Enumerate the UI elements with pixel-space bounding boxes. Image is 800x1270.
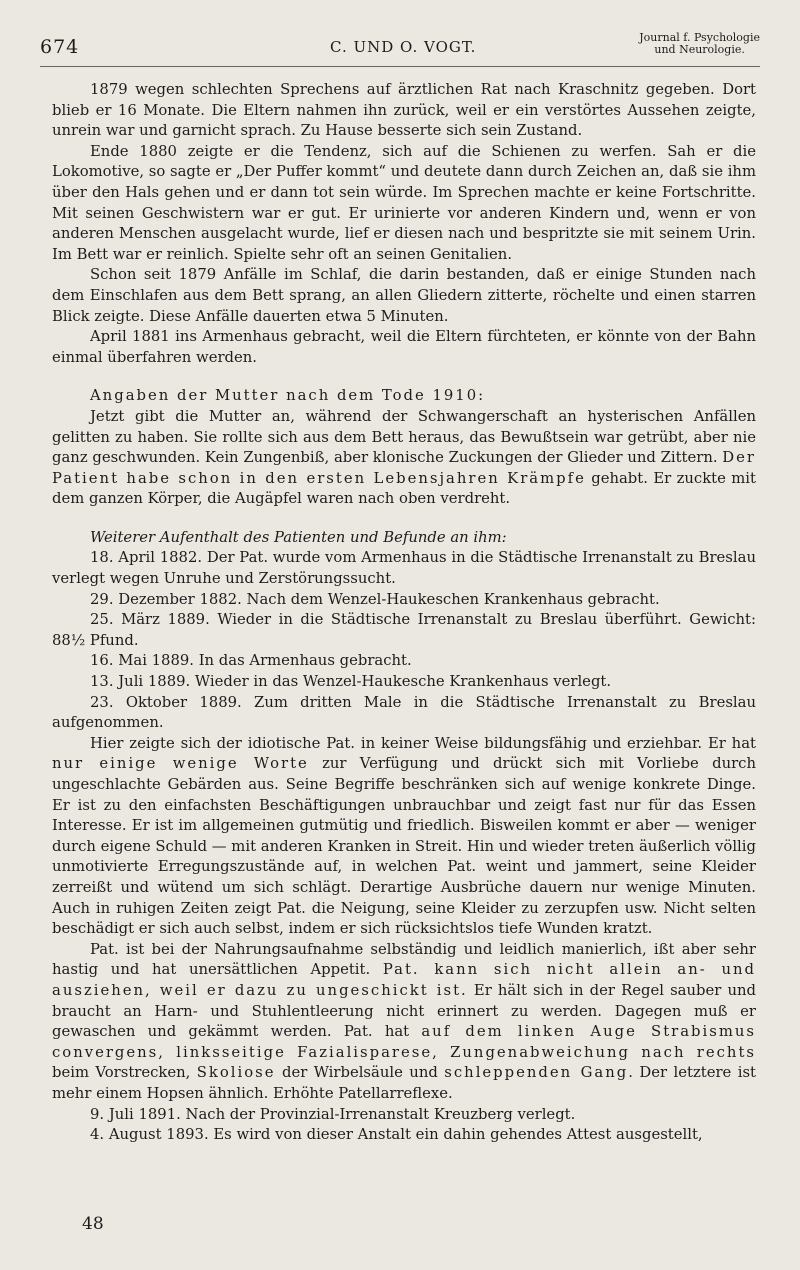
spaced-emphasis: Skoliose [196,1064,276,1082]
text-run: Pat. ist bei der Nahrungsaufnahme selbständig und leidlich manierlich, ißt aber sehr hastig und hat unersättlichen Appetit. [52,940,756,979]
spaced-emphasis: Pat. kann sich nicht allein an- und ausziehen, weil er dazu zu ungeschickt ist. [52,961,756,999]
section-heading-mother: Angaben der Mutter nach dem Tode 1910: [90,387,486,405]
final-entry: 9. Juli 1891. Nach der Provinzial-Irrenanstalt Kreuzberg verlegt. [90,1105,576,1123]
text-run: Jetzt gibt die Mutter an, während der Schwangerschaft an hysterischen Anfällen gelitten zu haben. Sie rollte sich aus dem Bett heraus, das Bewußtsein war getrübt, aber nie ganz geschwunden. Kein Zungenbiß, aber klonische Zuckungen der Glieder und Zittern. [52,407,756,467]
spaced-emphasis: nur einige wenige Worte [52,755,309,773]
paragraph: Ende 1880 zeigte er die Tendenz, sich auf die Schienen zu werfen. Sah er die Lokomotive, so sagte er „Der Puffer kommt“ und deutete dann durch Zeichen an, daß sie ihm über den Hals gehen und er dann tot sein würde. Im Sprechen machte er keine Fortschritte. Mit seinen Geschwistern war er gut. Er urinierte vor anderen Kindern und, wenn er von anderen Menschen ausgelacht wurde, lief er diesen nach und bespritzte sie mit seinem Urin. Im Bett war er reinlich. Spielte sehr oft an seinen Genitalien. [52,142,756,263]
text-run: beim Vorstrecken, [52,1064,197,1082]
journal-name [639,32,760,56]
paragraph: April 1881 ins Armenhaus gebracht, weil die Eltern fürchteten, er könnte von der Bahn einmal überfahren werden. [52,328,756,366]
stay-entry: 16. Mai 1889. In das Armenhaus gebracht. [90,652,412,670]
stay-entry: 23. Oktober 1889. Zum dritten Male in die Städtische Irrenanstalt zu Breslau aufgenommen. [52,693,756,732]
spacer [52,510,756,528]
signature-mark: 48 [82,1214,104,1234]
spaced-emphasis: auf dem linken Auge Strabismus convergens, linksseitige Fazialisparese, Zungenabweichung nach rechts [52,1023,756,1061]
stay-entry: 18. April 1882. Der Pat. wurde vom Armenhaus in die Städtische Irrenanstalt zu Breslau verlegt wegen Unruhe und Zerstörungssucht. [52,549,756,588]
text-run: Er hält sich in der Regel sauber und braucht an Harn- und Stuhlentleerung nicht erinnert zu werden. Dagegen muß er gewaschen und gekämmt werden. Pat. hat [52,981,756,1041]
spaced-emphasis: schleppenden Gang [444,1064,629,1082]
stay-entry: 29. Dezember 1882. Nach dem Wenzel-Haukeschen Krankenhaus gebracht. [90,590,660,608]
paragraph: 1879 wegen schlechten Sprechens auf ärztlichen Rat nach Kraschnitz gegeben. Dort blieb er 16 Monate. Die Eltern nahmen ihn zurück, weil er ein verstörtes Aussehen zeigte, unrein war und garnicht sprach. Zu Hause besserte sich sein Zustand. [52,81,756,140]
text-run: der Wirbelsäule und [275,1064,445,1082]
running-title: C. UND O. VOGT. [330,38,477,56]
text-run: gehabt. Er zuckte mit dem ganzen Körper, die Augäpfel waren nach oben verdreht. [52,469,756,508]
journal-line-1: Journal f. Psychologie [639,31,760,44]
paragraph-mother [52,407,756,510]
page-number: 674 [40,36,80,58]
stay-entry: 13. Juli 1889. Wieder in das Wenzel-Haukesche Krankenhaus verlegt. [90,673,612,691]
body-text [52,80,756,1146]
paragraph: Schon seit 1879 Anfälle im Schlaf, die darin bestanden, daß er einige Stunden nach dem Einschlafen aus dem Bett sprang, an allen Gliedern zitterte, röchelte und einen starren Blick zeigte. Diese Anfälle dauerten etwa 5 Minuten. [52,266,756,325]
paragraph-idiot [52,734,756,940]
final-entry: 4. August 1893. Es wird von dieser Anstalt ein dahin gehendes Attest ausgestellt, [90,1126,703,1144]
text-run: zur Verfügung und drückt sich mit Vorliebe durch ungeschlachte Gebärden aus. Seine Begriffe beschränken sich auf wenige konkrete Dinge. Er ist zu den einfachsten Beschäftigungen unbrauchbar und zeigt fast nur für das Essen Interesse. Er ist im allgemeinen gutmütig und friedlich. Bisweilen kommt er aber — weniger durch eigene Schuld — mit anderen Kranken in Streit. Hin und wieder treten äußerlich völlig unmotivierte Erregungszustände auf, in welchen Pat. weint und jammert, seine Kleider zerreißt und wütend um sich schlägt. Derartige Ausbrüche dauern nur wenige Minuten. Auch in ruhigen Zeiten zeigt Pat. die Neigung, seine Kleider zu zerzupfen usw. Nicht selten beschädigt er sich auch selbst, indem er sich rücksichtslos tiefe Wunden kratzt. [52,755,756,938]
text-run: Hier zeigte sich der idiotische Pat. in keiner Weise bildungsfähig und erziehbar. Er hat [90,734,756,752]
spacer [52,368,756,386]
section-heading-stay: Weiterer Aufenthalt des Patienten und Befunde an ihm: [90,528,507,546]
text-run: . Der letztere ist mehr einem Hopsen ähnlich. Erhöhte Patellarreflexe. [52,1064,756,1102]
stay-entry: 25. März 1889. Wieder in die Städtische Irrenanstalt zu Breslau überführt. Gewicht: 88½ Pfund. [52,611,756,649]
page-header [40,30,760,67]
spaced-emphasis: Der Patient habe schon in den ersten Lebensjahren Krämpfe [52,449,756,487]
paragraph-nahrung [52,940,756,1105]
journal-line-2: und Neurologie. [654,43,745,56]
